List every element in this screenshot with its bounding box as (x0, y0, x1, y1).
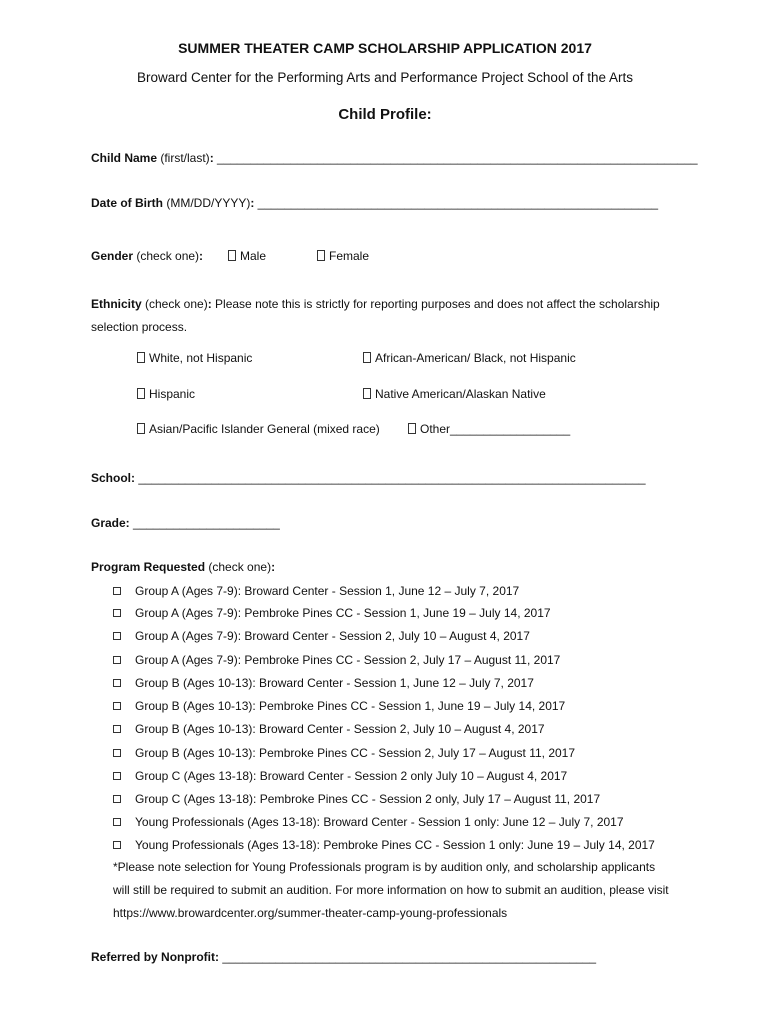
checkbox-icon[interactable] (408, 423, 416, 434)
program-option-label: Young Professionals (Ages 13-18): Pembroke Pines CC - Session 1 only: June 19 – July 14, 2017 (135, 838, 655, 852)
gender-label: Gender (91, 249, 134, 263)
ethnicity-option-hispanic[interactable] (137, 387, 195, 401)
program-option[interactable] (113, 584, 519, 598)
ethnicity-option-label: Asian/Pacific Islander General (mixed race) (149, 422, 380, 436)
gender-option-label: Female (329, 249, 370, 263)
program-option[interactable] (113, 676, 534, 690)
gender-option-label: Male (240, 249, 267, 263)
referred-field[interactable] (91, 950, 596, 964)
ethnicity-label-row (91, 297, 660, 311)
program-option[interactable] (113, 629, 530, 643)
program-option-label: Group A (Ages 7-9): Pembroke Pines CC - Session 2, July 17 – August 11, 2017 (135, 653, 561, 667)
child-name-field[interactable] (91, 151, 698, 165)
program-option-label: Group B (Ages 10-13): Broward Center - Session 1, June 12 – July 7, 2017 (135, 676, 534, 690)
program-option-label: Group A (Ages 7-9): Pembroke Pines CC - Session 1, June 19 – July 14, 2017 (135, 606, 551, 620)
program-option-label: Group B (Ages 10-13): Broward Center - Session 2, July 10 – August 4, 2017 (135, 722, 545, 736)
ethnicity-option-label: Other__________________ (420, 422, 571, 436)
gender-option-female[interactable] (317, 249, 369, 263)
program-option-label: Group A (Ages 7-9): Broward Center - Session 1, June 12 – July 7, 2017 (135, 584, 520, 598)
referred-label: Referred by Nonprofit: (91, 950, 220, 964)
section-heading: Child Profile: (338, 106, 432, 123)
ethnicity-note: Please note this is strictly for reporting purposes and does not affect the scholarship (211, 297, 660, 311)
checkbox-icon[interactable] (363, 388, 371, 399)
ethnicity-option-white[interactable] (137, 351, 252, 365)
checkbox-icon[interactable] (113, 795, 121, 803)
dob-line[interactable]: ____________________________________________________________ (254, 196, 659, 210)
ethnicity-option-label: African-American/ Black, not Hispanic (375, 351, 576, 365)
school-label: School: (91, 471, 135, 485)
program-option[interactable] (113, 815, 624, 829)
program-option[interactable] (113, 699, 565, 713)
checkbox-icon[interactable] (113, 609, 121, 617)
checkbox-icon[interactable] (113, 656, 121, 664)
ethnicity-note-continued: selection process. (91, 320, 188, 334)
ethnicity-option-asian-pacific[interactable] (137, 422, 380, 436)
gender-colon: : (199, 249, 204, 263)
program-option[interactable] (113, 838, 655, 852)
program-note-line: will still be required to submit an audition. For more information on how to submit an audition, please visit (113, 883, 669, 897)
child-name-hint: (first/last) (157, 151, 210, 165)
gender-label-row (91, 249, 203, 263)
program-note-line: *Please note selection for Young Professionals program is by audition only, and scholarship applicants (113, 860, 656, 874)
program-option-label: Group C (Ages 13-18): Broward Center - Session 2 only July 10 – August 4, 2017 (135, 769, 568, 783)
ethnicity-option-label: White, not Hispanic (149, 351, 253, 365)
school-field[interactable] (91, 471, 646, 485)
child-name-colon: : (209, 151, 214, 165)
checkbox-icon[interactable] (113, 772, 121, 780)
dob-colon: : (250, 196, 255, 210)
program-option[interactable] (113, 746, 575, 760)
dob-hint: (MM/DD/YYYY) (163, 196, 251, 210)
checkbox-icon[interactable] (113, 841, 121, 849)
school-line[interactable]: ____________________________________________________________________________ (135, 471, 646, 485)
checkbox-icon[interactable] (113, 818, 121, 826)
grade-field[interactable] (91, 516, 280, 530)
ethnicity-option-african-american[interactable] (363, 351, 576, 365)
ethnicity-hint: (check one) (141, 297, 208, 311)
program-label-row (91, 560, 275, 574)
checkbox-icon[interactable] (137, 388, 145, 399)
grade-label: Grade: (91, 516, 130, 530)
program-option[interactable] (113, 792, 600, 806)
checkbox-icon[interactable] (113, 749, 121, 757)
gender-option-male[interactable] (228, 249, 266, 263)
program-note-link[interactable]: https://www.browardcenter.org/summer-theater-camp-young-professionals (113, 906, 508, 920)
checkbox-icon[interactable] (317, 250, 325, 261)
program-option-label: Group B (Ages 10-13): Pembroke Pines CC - Session 1, June 19 – July 14, 2017 (135, 699, 566, 713)
checkbox-icon[interactable] (113, 725, 121, 733)
checkbox-icon[interactable] (228, 250, 236, 261)
program-option[interactable] (113, 606, 551, 620)
referred-line[interactable]: ________________________________________________________ (219, 950, 597, 964)
program-option[interactable] (113, 769, 567, 783)
form-subtitle: Broward Center for the Performing Arts and Performance Project School of the Arts (137, 70, 633, 85)
checkbox-icon[interactable] (137, 423, 145, 434)
ethnicity-label: Ethnicity (91, 297, 142, 311)
ethnicity-option-label: Hispanic (149, 387, 196, 401)
child-name-line[interactable]: ________________________________________________________________________ (213, 151, 698, 165)
ethnicity-option-other[interactable] (408, 422, 570, 436)
checkbox-icon[interactable] (137, 352, 145, 363)
program-option[interactable] (113, 722, 545, 736)
dob-field[interactable] (91, 196, 658, 210)
program-option-label: Group A (Ages 7-9): Broward Center - Session 2, July 10 – August 4, 2017 (135, 629, 530, 643)
ethnicity-option-native-american[interactable] (363, 387, 546, 401)
checkbox-icon[interactable] (113, 632, 121, 640)
ethnicity-colon: : (207, 297, 212, 311)
program-option-label: Group B (Ages 10-13): Pembroke Pines CC - Session 2, July 17 – August 11, 2017 (135, 746, 576, 760)
program-option[interactable] (113, 653, 560, 667)
form-title: SUMMER THEATER CAMP SCHOLARSHIP APPLICATION 2017 (178, 40, 592, 56)
child-name-label: Child Name (91, 151, 158, 165)
gender-hint: (check one) (133, 249, 200, 263)
checkbox-icon[interactable] (113, 702, 121, 710)
program-colon: : (271, 560, 276, 574)
dob-label: Date of Birth (91, 196, 163, 210)
grade-line[interactable]: ______________________ (129, 516, 280, 530)
program-option-label: Young Professionals (Ages 13-18): Broward Center - Session 1 only: June 12 – July 7, 2017 (135, 815, 624, 829)
program-hint: (check one) (205, 560, 272, 574)
checkbox-icon[interactable] (113, 587, 121, 595)
checkbox-icon[interactable] (363, 352, 371, 363)
program-label: Program Requested (91, 560, 206, 574)
checkbox-icon[interactable] (113, 679, 121, 687)
program-option-label: Group C (Ages 13-18): Pembroke Pines CC - Session 2 only, July 17 – August 11, 2017 (135, 792, 601, 806)
ethnicity-option-label: Native American/Alaskan Native (375, 387, 546, 401)
